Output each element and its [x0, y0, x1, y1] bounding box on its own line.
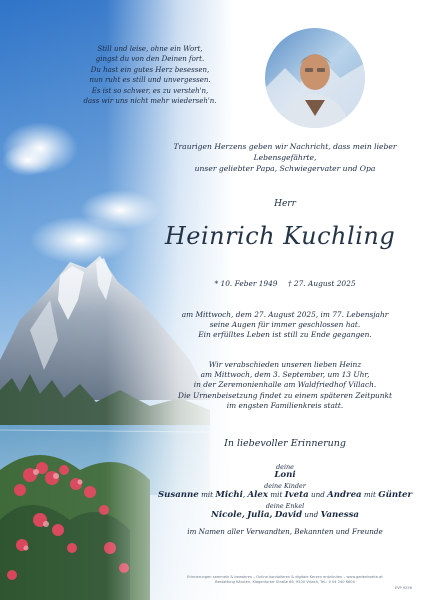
poem [60, 44, 240, 106]
deceased-name: Heinrich Kuchling [164, 222, 396, 250]
footer-line: Erinnerungen sammeln & bewahren – Online-kondolieren & digitale Kerzen entzünden – www.gedenkseite.at [187, 575, 383, 579]
farewell-line: im engsten Familienkreis statt. [226, 400, 344, 410]
child-name: Susanne [157, 490, 199, 500]
intro-line: unser geliebter Papa, Schwiegervater und Opa [194, 164, 376, 173]
farewell-line: Wir verabschieden unseren lieben Heinz [208, 360, 362, 369]
farewell-text [150, 360, 420, 411]
partner-name: Loni [274, 470, 296, 480]
farewell-line: in der Zeremonienhalle am Waldfriedhof Villach. [193, 380, 377, 390]
closing-text: im Namen aller Verwandten, Bekannten und Freunde [187, 527, 383, 536]
memory-heading: In liebevoller Erinnerung [224, 438, 346, 449]
partner-of-child: Iveta [284, 490, 309, 500]
grandchildren-label-line [150, 501, 420, 510]
grandchild-name: David [274, 510, 303, 520]
poem-line: Es ist so schwer, es zu versteh'n, [91, 86, 209, 95]
grandchild-name: Vanessa [320, 510, 359, 520]
partner-label: deine [276, 463, 294, 471]
partner-of-child: Michi [215, 490, 243, 500]
grandchild-name: Nicole [210, 510, 242, 520]
poem-line: gingst du von den Deinen fort. [95, 55, 205, 64]
poem-line: dass wir uns nicht mehr wiederseh'n. [83, 97, 217, 106]
announcement-intro [150, 141, 420, 174]
salutation: Herr [274, 199, 296, 209]
grandchild-name: Julia [247, 510, 270, 520]
children-label-line [150, 481, 420, 490]
footer [150, 575, 420, 585]
child-name: Andrea [327, 490, 362, 500]
child-name: Alex [247, 490, 269, 500]
intro-line: Traurigen Herzens geben wir Nachricht, dass mein lieber Lebensgefährte, [173, 142, 397, 162]
children-label: deine Kinder [264, 482, 306, 490]
partner-name-line [150, 470, 420, 480]
birth-date: * 10. Feber 1949 [214, 279, 278, 288]
connector: mit [270, 490, 283, 499]
connector: und [310, 490, 325, 499]
closing-line [150, 527, 420, 536]
document-code: EVP 9256 [394, 586, 412, 590]
grandchildren-line: Nicole, Julia, David und Vanessa [210, 510, 359, 520]
connector: mit [363, 490, 376, 499]
connector: und [304, 510, 319, 519]
children-line [150, 490, 420, 500]
passing-text [150, 310, 420, 341]
connector: mit [201, 490, 214, 499]
death-date: † 27. August 2025 [287, 279, 356, 288]
grandchildren-label: deine Enkel [265, 502, 305, 510]
life-dates [150, 279, 420, 288]
poem-line: Still und leise, ohne ein Wort, [97, 45, 203, 53]
separator: , [242, 490, 246, 499]
passing-line: am Mittwoch, dem 27. August 2025, im 77. Lebensjahr [181, 310, 389, 319]
poem-line: nun ruht es still und unvergessen. [89, 76, 211, 85]
passing-line: seine Augen für immer geschlossen hat. [209, 320, 361, 330]
farewell-line: Die Urnenbeisetzung findet zu einem späteren Zeitpunkt [178, 390, 392, 400]
passing-line: Ein erfülltes Leben ist still zu Ende gegangen. [198, 330, 372, 340]
partner-of-child: Günter [378, 490, 413, 500]
farewell-line: am Mittwoch, dem 3. September, um 13 Uhr, [200, 370, 370, 380]
poem-line: Du hast ein gutes Herz besessen, [90, 65, 210, 74]
footer-line: Bestattung Kärnten, Klagenfurter Straße 68, 9500 Villach, Tel.: 0 04 240 6600 [215, 580, 355, 584]
portrait-photo [265, 28, 365, 128]
